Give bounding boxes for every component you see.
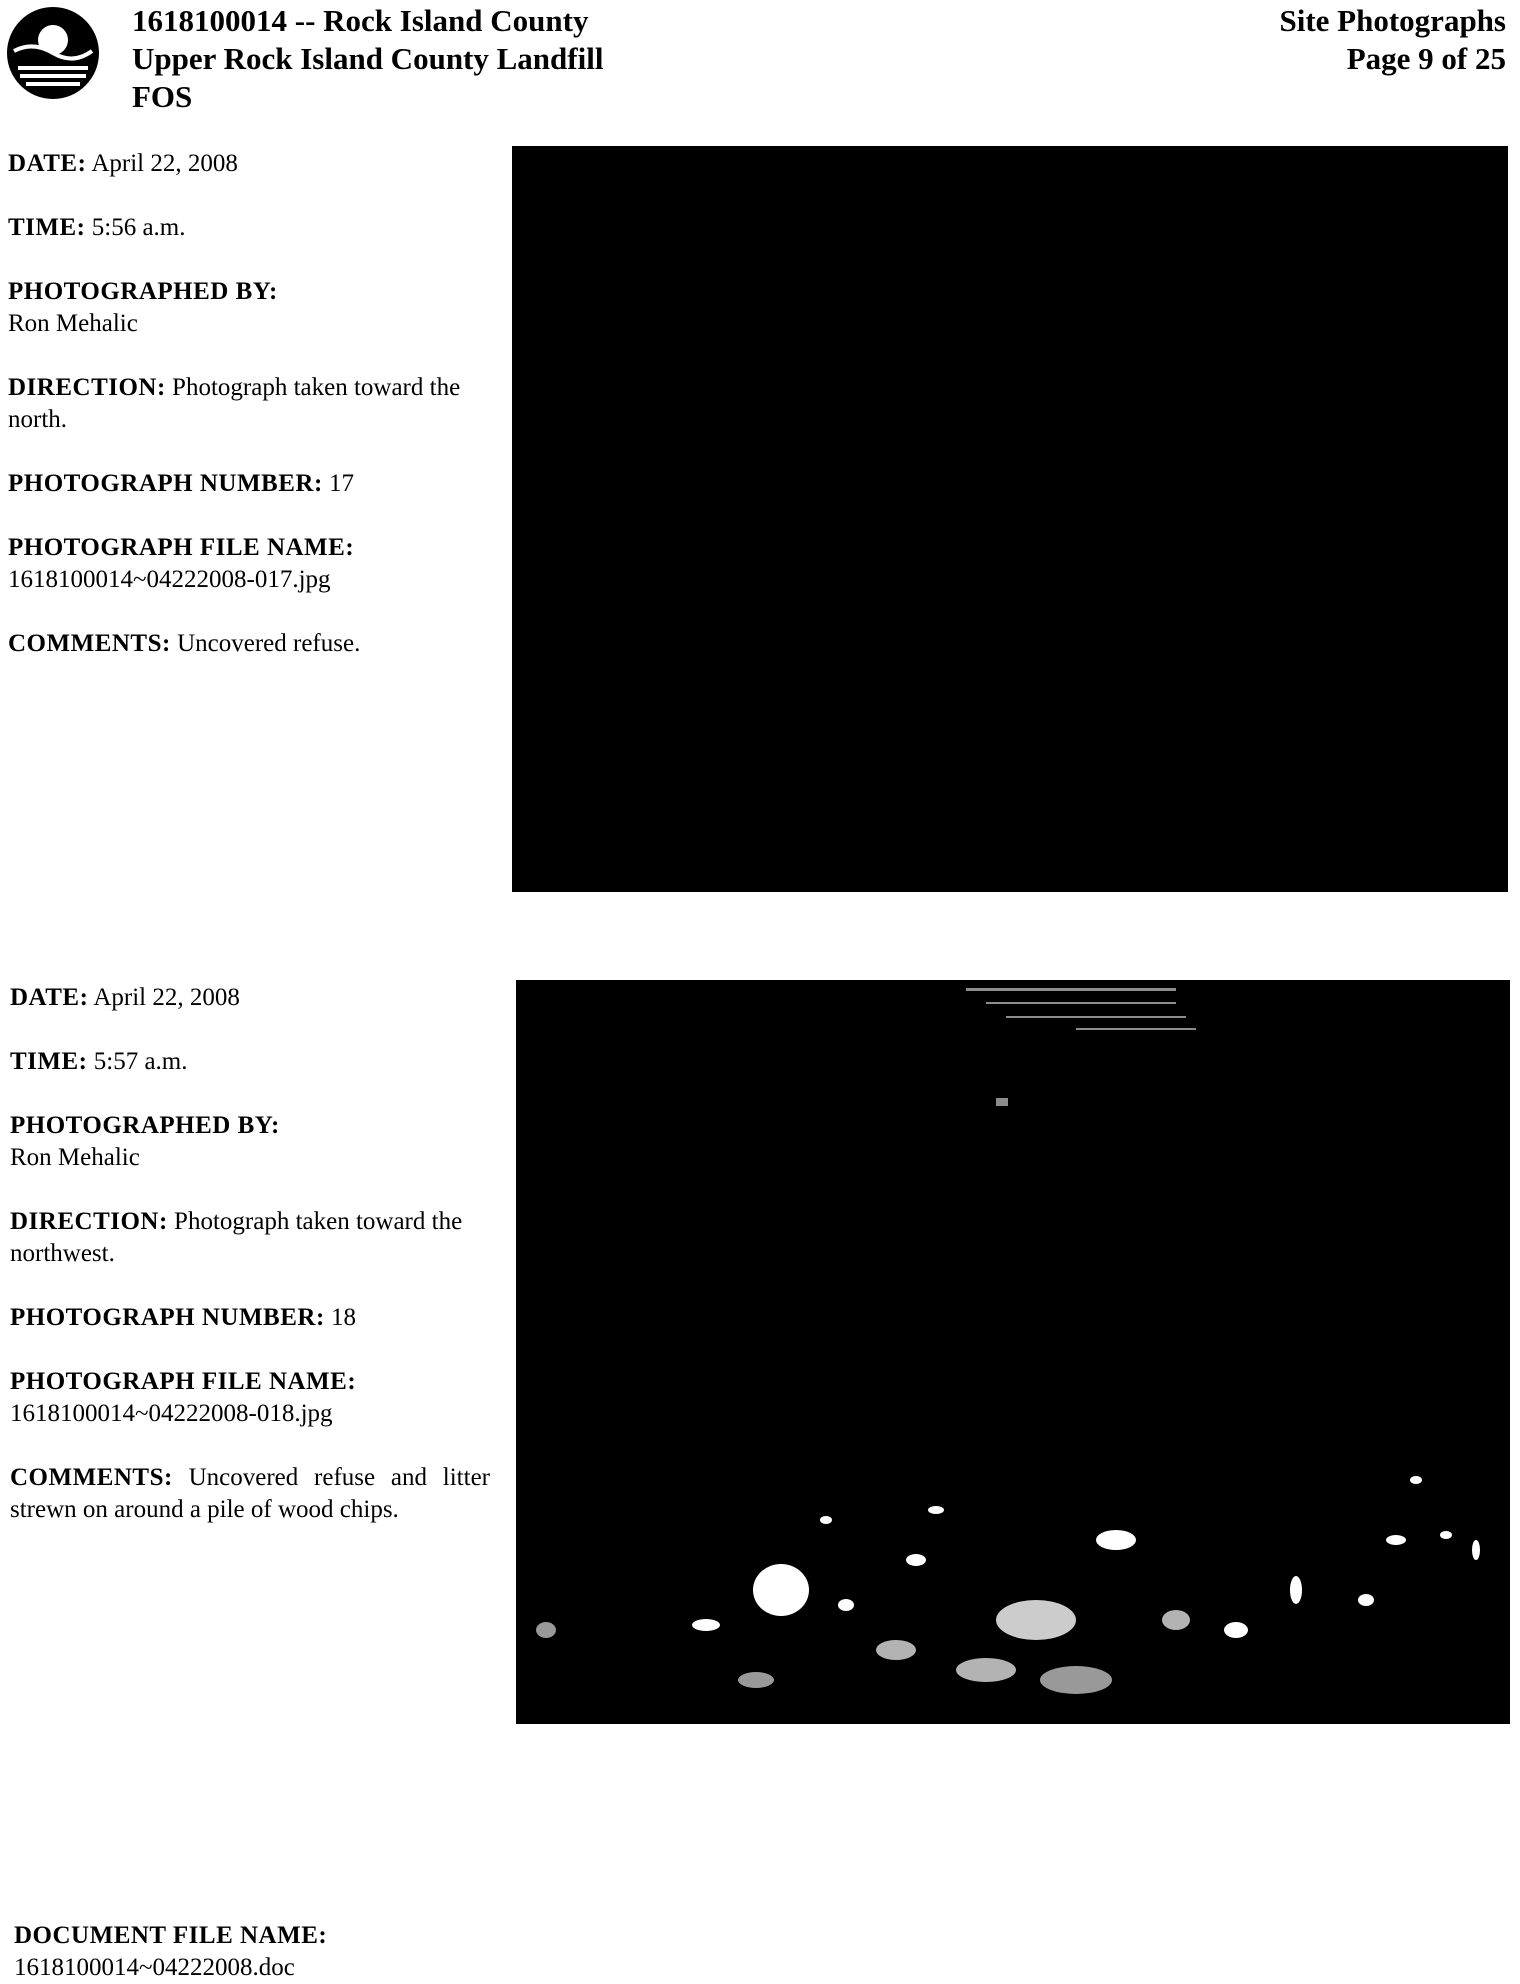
header-title-block	[132, 2, 603, 116]
photographer-field	[10, 1110, 490, 1174]
time-label: TIME:	[8, 214, 86, 241]
photo-content	[516, 980, 1510, 1724]
file-name-field	[8, 532, 488, 596]
file-name-label: PHOTOGRAPH FILE NAME:	[10, 1368, 357, 1395]
photo-number-label: PHOTOGRAPH NUMBER:	[10, 1304, 325, 1331]
photo-number-field	[8, 468, 488, 500]
photographer-value: Ron Mehalic	[8, 310, 138, 337]
direction-value: Photograph taken toward the north.	[8, 374, 461, 433]
photo-number-field	[10, 1302, 490, 1334]
site-id-title: 1618100014 -- Rock Island County	[132, 3, 589, 38]
site-photo-17	[512, 146, 1508, 892]
direction-value: Photograph taken toward the northwest.	[10, 1208, 463, 1267]
direction-field	[8, 372, 488, 436]
direction-label: DIRECTION:	[8, 374, 166, 401]
agency-logo	[6, 6, 100, 100]
time-value: 5:56 a.m.	[91, 214, 186, 241]
direction-field	[10, 1206, 490, 1270]
comments-value: Uncovered refuse and litter strewn on around a pile of wood chips.	[10, 1464, 490, 1523]
photographer-field	[8, 276, 488, 340]
photographer-label: PHOTOGRAPHED BY:	[8, 278, 278, 305]
time-label: TIME:	[10, 1048, 88, 1075]
time-field	[8, 212, 488, 244]
page-number: Page 9 of 25	[1346, 41, 1506, 76]
inspection-type: FOS	[132, 79, 193, 114]
date-label: DATE:	[10, 984, 89, 1011]
header-section-block	[1280, 2, 1507, 78]
file-name-value: 1618100014~04222008-018.jpg	[10, 1400, 333, 1427]
section-title: Site Photographs	[1279, 3, 1506, 38]
direction-label: DIRECTION:	[10, 1208, 168, 1235]
document-file-name	[14, 1920, 327, 1984]
photo-number-value: 18	[331, 1304, 357, 1331]
comments-label: COMMENTS:	[10, 1464, 173, 1491]
file-name-field	[10, 1366, 490, 1430]
file-name-label: PHOTOGRAPH FILE NAME:	[8, 534, 355, 561]
document-file-name-value: 1618100014~04222008.doc	[14, 1954, 295, 1981]
photographer-label: PHOTOGRAPHED BY:	[10, 1112, 280, 1139]
comments-label: COMMENTS:	[8, 630, 171, 657]
site-photo-18	[516, 980, 1510, 1724]
photo-metadata-17	[8, 148, 488, 692]
site-name: Upper Rock Island County Landfill	[132, 41, 604, 76]
photo-metadata-18	[10, 982, 490, 1558]
file-name-value: 1618100014~04222008-017.jpg	[8, 566, 331, 593]
photo-number-value: 17	[329, 470, 355, 497]
comments-field	[10, 1462, 490, 1526]
date-label: DATE:	[8, 150, 87, 177]
photographer-value: Ron Mehalic	[10, 1144, 140, 1171]
date-value: April 22, 2008	[91, 150, 238, 177]
time-field	[10, 1046, 490, 1078]
document-file-name-label: DOCUMENT FILE NAME:	[14, 1922, 328, 1949]
time-value: 5:57 a.m.	[93, 1048, 188, 1075]
photo-number-label: PHOTOGRAPH NUMBER:	[8, 470, 323, 497]
comments-value: Uncovered refuse.	[177, 630, 361, 657]
date-field	[10, 982, 490, 1014]
date-value: April 22, 2008	[93, 984, 240, 1011]
date-field	[8, 148, 488, 180]
comments-field	[8, 628, 488, 660]
